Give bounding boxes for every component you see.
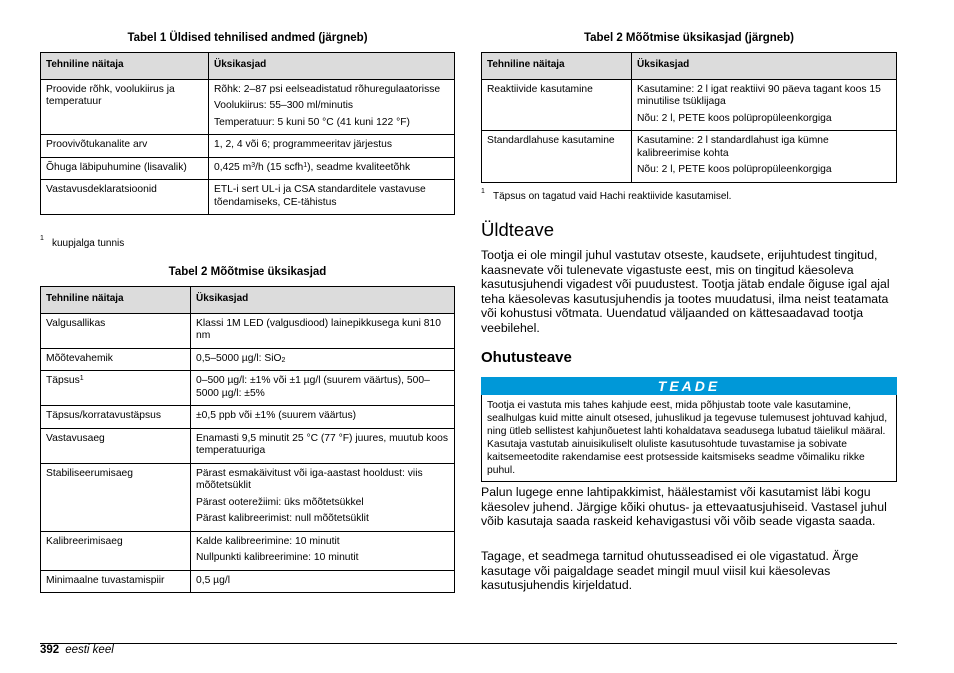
row-details: 0,5 µg/l bbox=[191, 570, 455, 593]
row-label: Vastavusaeg bbox=[41, 428, 191, 463]
table-row bbox=[482, 131, 897, 183]
table-row bbox=[41, 135, 455, 158]
notice-box: Tootja ei vastuta mis tahes kahjude eest, mida põhjustab toote vale kasutamine, sealhulgas kuid mitte ainult otsesed, juhuslikud ja tegevuse tulemusest johtuvad kahjud, ning ütleb sellistest kahjunõuetest lahti kohaldatava seadusega lubatud täielikul määral. Kasutaja vastutab ainuisikuliselt oluliste kasutusohtude tuvastamise ja sobivate kaitsemeetodite rakendamise eest protsesside kaitsmiseks seadme võimaliku rikke puhul. bbox=[481, 395, 897, 482]
label-text: Täpsus bbox=[46, 375, 80, 386]
row-details: ETL-i sert UL-i ja CSA standarditele vastavuse tõendamiseks, CE-tähistus bbox=[209, 180, 455, 215]
column-header: Tehniline näitaja bbox=[41, 53, 209, 80]
row-details bbox=[632, 79, 897, 131]
column-header: Tehniline näitaja bbox=[482, 53, 632, 80]
row-details: 0–500 µg/l: ±1% või ±1 µg/l (suurem väärtus), 500–5000 µg/l: ±5% bbox=[191, 371, 455, 406]
footer-divider bbox=[40, 643, 897, 644]
detail-line: Kasutamine: 2 l igat reaktiivi 90 päeva tagant koos 15 minutilise tsüklijaga bbox=[637, 83, 881, 107]
table1-footnote bbox=[40, 235, 125, 249]
footnote-text: Täpsus on tagatud vaid Hachi reaktiivide kasutamisel. bbox=[493, 191, 732, 202]
table-row bbox=[41, 180, 455, 215]
column-header: Üksikasjad bbox=[632, 53, 897, 80]
row-label: Valgusallikas bbox=[41, 313, 191, 348]
row-details bbox=[191, 348, 455, 371]
row-label: Õhuga läbipuhumine (lisavalik) bbox=[41, 157, 209, 180]
table-row bbox=[41, 79, 455, 135]
detail-line: Temperatuur: 5 kuni 50 °C (41 kuni 122 °F) bbox=[214, 116, 410, 128]
detail-text: ), seadme kvaliteetõhk bbox=[307, 161, 411, 173]
table-row bbox=[41, 406, 455, 429]
safety-paragraph-2: Tagage, et seadmega tarnitud ohutusseadised ei ole vigastatud. Ärge kasutage või paigaldage seadet mingil muul viisil kui käesolevas kasutusjuhendis kirjeldatud. bbox=[481, 549, 859, 593]
table1-caption: Tabel 1 Üldised tehnilised andmed (järgneb) bbox=[127, 32, 368, 44]
row-label: Stabiliseerumisaeg bbox=[41, 463, 191, 531]
table-header-row bbox=[41, 53, 455, 80]
subsection-title: Ohutusteave bbox=[481, 349, 572, 366]
intro-paragraph: Tootja ei ole mingil juhul vastutav otseste, kaudsete, erijuhtudest tingitud, kaasnevate või tulenevate vigastuste eest, mis on tingitud käesoleva kasutusjuhendi vigadest või puudustest. Tootja jätab endale õiguse igal ajal teha käesolevas kasutusjuhendis ja tootes muudatusi, ilma neist teatamata või kohustusi võtmata. Uuendatud väljaanded on kättesaadavad tootja veebilehel. bbox=[481, 248, 890, 335]
row-details bbox=[632, 131, 897, 183]
table3-footnote bbox=[481, 188, 732, 202]
column-header: Üksikasjad bbox=[209, 53, 455, 80]
table-header-row bbox=[482, 53, 897, 80]
detail-text: 0,5–5000 µg/l: SiO bbox=[196, 352, 282, 364]
footnote-mark: 1 bbox=[481, 188, 485, 195]
row-label: Proovivõtukanalite arv bbox=[41, 135, 209, 158]
table2-caption: Tabel 2 Mõõtmise üksikasjad bbox=[168, 266, 327, 278]
row-label: Täpsus/korratavustäpsus bbox=[41, 406, 191, 429]
table2 bbox=[40, 286, 455, 593]
detail-line: Nõu: 2 l, PETE koos polüpropüleenkorgiga bbox=[637, 112, 832, 124]
table-row bbox=[41, 428, 455, 463]
table-row bbox=[41, 531, 455, 570]
row-label: Reaktiivide kasutamine bbox=[482, 79, 632, 131]
column-header: Tehniline näitaja bbox=[41, 287, 191, 314]
detail-line: Kalde kalibreerimine: 10 minutit bbox=[196, 535, 340, 547]
footer-language: eesti keel bbox=[65, 644, 114, 656]
row-details bbox=[209, 79, 455, 135]
row-label: Mõõtevahemik bbox=[41, 348, 191, 371]
superscript: 3 bbox=[251, 161, 256, 169]
footnote-mark: 1 bbox=[40, 235, 44, 242]
page-number: 392 bbox=[40, 644, 60, 656]
table-row bbox=[41, 570, 455, 593]
table-header-row bbox=[41, 287, 455, 314]
page-footer bbox=[40, 644, 114, 656]
row-details bbox=[191, 463, 455, 531]
table-row bbox=[41, 348, 455, 371]
section-title: Üldteave bbox=[481, 219, 555, 240]
row-label bbox=[41, 371, 191, 406]
table-row bbox=[41, 157, 455, 180]
table-row bbox=[41, 371, 455, 406]
detail-line: Nõu: 2 l, PETE koos polüpropüleenkorgiga bbox=[637, 164, 832, 175]
table-row bbox=[41, 313, 455, 348]
detail-line: Nullpunkti kalibreerimine: 10 minutit bbox=[196, 552, 359, 563]
row-details: Enamasti 9,5 minutit 25 °C (77 °F) juures, muutub koos temperatuuriga bbox=[191, 428, 455, 463]
row-details: ±0,5 ppb või ±1% (suurem väärtus) bbox=[191, 406, 455, 429]
detail-line: Pärast ooterežiimi: üks mõõtetsükkel bbox=[196, 496, 364, 508]
detail-line: Kasutamine: 2 l standardlahust iga kümne kalibreerimise kohta bbox=[637, 135, 829, 159]
detail-text: /h (15 scfh bbox=[255, 161, 304, 173]
detail-line: Pärast kalibreerimist: null mõõtetsüklit bbox=[196, 513, 369, 524]
row-label: Standardlahuse kasutamine bbox=[482, 131, 632, 183]
subscript: 2 bbox=[281, 356, 286, 364]
row-label: Minimaalne tuvastamispiir bbox=[41, 570, 191, 593]
table3 bbox=[481, 52, 897, 183]
table1 bbox=[40, 52, 455, 215]
row-details: 1, 2, 4 või 6; programmeeritav järjestus bbox=[209, 135, 455, 158]
footnote-text: kuupjalga tunnis bbox=[52, 238, 125, 249]
row-label: Vastavusdeklaratsioonid bbox=[41, 180, 209, 215]
footnote-ref: 1 bbox=[303, 161, 308, 169]
table3-caption: Tabel 2 Mõõtmise üksikasjad (järgneb) bbox=[583, 32, 795, 44]
notice-label: TEADE bbox=[481, 377, 897, 395]
column-header: Üksikasjad bbox=[191, 287, 455, 314]
safety-paragraph-1: Palun lugege enne lahtipakkimist, häälestamist või kasutamist läbi kogu käesolev juhend. Järgige kõiki ohutus- ja ettevaatusjuhiseid. Vastasel juhul võib kasutaja saada raskeid kehavigastusi või võib seade vigasta saada. bbox=[481, 485, 887, 529]
row-details: Klassi 1M LED (valgusdiood) lainepikkusega kuni 810 nm bbox=[191, 313, 455, 348]
detail-line: Rõhk: 2–87 psi eelseadistatud rõhuregulaatorisse bbox=[214, 83, 441, 95]
row-details bbox=[191, 531, 455, 570]
row-details bbox=[209, 157, 455, 180]
table-row bbox=[482, 79, 897, 131]
detail-line: Pärast esmakäivitust või iga-aastast hooldust: viis mõõtetsüklit bbox=[196, 467, 423, 491]
row-label: Proovide rõhk, voolukiirus ja temperatuur bbox=[41, 79, 209, 135]
detail-line: Voolukiirus: 55–300 ml/minutis bbox=[214, 100, 354, 111]
table-row bbox=[41, 463, 455, 531]
row-label: Kalibreerimisaeg bbox=[41, 531, 191, 570]
detail-text: 0,425 m bbox=[214, 161, 252, 173]
footnote-ref: 1 bbox=[79, 375, 84, 382]
